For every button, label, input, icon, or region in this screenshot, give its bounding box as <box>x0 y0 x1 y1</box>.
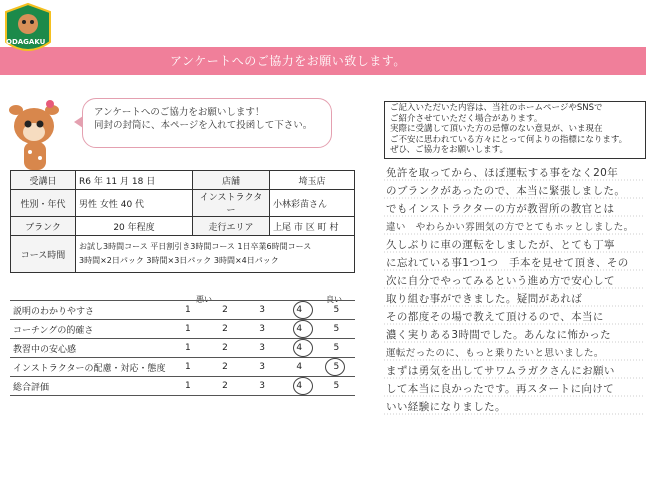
rating-option[interactable]: 1 <box>169 301 206 320</box>
deer-mascot-icon <box>2 96 72 174</box>
course-row-2: 3時間×2日パック 3時間×3日パック 3時間×4日パック <box>79 256 279 265</box>
rating-option[interactable]: 2 <box>206 301 243 320</box>
blank-value[interactable]: 20 年程度 <box>76 217 193 236</box>
notice-line-1: ご記入いただいた内容は、当社のホームページやSNSで <box>390 103 603 113</box>
date-label: 受講日 <box>11 171 76 190</box>
intro-text <box>94 106 312 132</box>
comment-line: まずは勇気を出してサワムラガクさんにお願い <box>386 365 615 377</box>
comment-line: 違い やわらかい雰囲気の方でとてもホッとしました。 <box>386 222 634 233</box>
comment-line: 濃く実りある3時間でした。あんなに怖かった <box>386 329 612 341</box>
selected-rating-circle <box>293 377 313 395</box>
school-value[interactable]: 埼玉店 <box>270 171 355 190</box>
instructor-label: インストラクター <box>193 190 270 217</box>
rating-option[interactable]: 5 <box>318 320 355 339</box>
intro-line-2: 同封の封筒に、本ページを入れて投函して下さい。 <box>94 120 313 131</box>
selected-rating-circle <box>293 301 313 319</box>
rating-label: 総合評価 <box>10 377 169 396</box>
notice-line-5: ぜひ、ご協力をお願いします。 <box>390 145 508 155</box>
rating-label: インストラクターの配慮・対応・態度 <box>10 358 169 377</box>
rating-option[interactable]: 2 <box>206 320 243 339</box>
notice-line-2: ご紹介させていただく場合があります。 <box>390 113 543 124</box>
rating-option[interactable]: 3 <box>244 339 281 358</box>
instructor-value[interactable]: 小林彩苗さん <box>270 190 355 217</box>
comment-line: 運転だったのに、もっと乗りたいと思いました。 <box>386 348 604 359</box>
gender-value[interactable]: 男性 女性 40 代 <box>76 190 193 217</box>
scale-low-label: 悪い <box>196 295 212 304</box>
comment-line: でもインストラクターの方が教習所の教官とは <box>386 203 615 215</box>
scale-high-label: 良い <box>326 295 342 304</box>
rating-option[interactable]: 3 <box>244 358 281 377</box>
rating-option[interactable]: 1 <box>169 377 206 396</box>
comment-line: 取り組む事ができました。疑問があれば <box>386 293 583 305</box>
comment-line: 免許を取ってから、ほぼ運転する事をなく20年 <box>386 167 619 179</box>
comment-line: 久しぶりに車の運転をしましたが、とても丁寧 <box>386 239 615 251</box>
school-logo <box>2 2 54 60</box>
rating-option[interactable]: 1 <box>169 358 206 377</box>
rating-option[interactable]: 2 <box>206 377 243 396</box>
rating-option[interactable]: 4 <box>281 320 318 339</box>
selected-rating-circle <box>325 358 345 376</box>
rating-option[interactable]: 3 <box>244 320 281 339</box>
course-row-1: お試し3時間コース 平日割引き3時間コース 1日卒業6時間コース <box>79 242 312 251</box>
rating-option[interactable]: 1 <box>169 339 206 358</box>
school-label: 店舗 <box>193 171 270 190</box>
rating-option[interactable]: 5 <box>318 339 355 358</box>
rating-row <box>10 358 355 377</box>
area-value[interactable]: 上尾 市 区 町 村 <box>270 217 355 236</box>
comment-line: に忘れている事1つ1つ 手本を見せて頂き、その <box>386 257 629 269</box>
comment-line: して本当に良かったです。再スタートに向けて <box>386 383 615 395</box>
comment-line: いい経験になりました。 <box>386 401 506 413</box>
rating-label: 教習中の安心感 <box>10 339 169 358</box>
selected-rating-circle <box>293 320 313 338</box>
rating-option[interactable]: 4 <box>281 301 318 320</box>
rating-option[interactable]: 2 <box>206 339 243 358</box>
rating-option[interactable]: 5 <box>318 301 355 320</box>
notice-line-4: ご不安に思われている方々にとって何よりの指標になります。 <box>390 134 628 145</box>
rating-option[interactable]: 2 <box>206 358 243 377</box>
comment-line: その都度その場で教えて頂けるので、本当に <box>386 311 604 323</box>
rating-option[interactable]: 1 <box>169 320 206 339</box>
rating-label: コーチングの的確さ <box>10 320 169 339</box>
rating-option[interactable]: 3 <box>244 377 281 396</box>
banner-text: アンケートへのご協力をお願い致します。 <box>170 54 406 68</box>
notice-text <box>390 103 627 156</box>
gender-label: 性別・年代 <box>11 190 76 217</box>
rating-option[interactable]: 5 <box>318 358 355 377</box>
selected-rating-circle <box>293 339 313 357</box>
rating-option[interactable]: 4 <box>281 377 318 396</box>
rating-option[interactable]: 4 <box>281 358 318 377</box>
blank-label: ブランク <box>11 217 76 236</box>
rating-label: 説明のわかりやすさ <box>10 301 169 320</box>
course-label: コース時間 <box>11 236 76 273</box>
date-value[interactable]: R6 年 11 月 18 日 <box>76 171 193 190</box>
rating-option[interactable]: 3 <box>244 301 281 320</box>
rating-option[interactable]: 4 <box>281 339 318 358</box>
intro-line-1: アンケートへのご協力をお願いします！ <box>94 107 265 118</box>
course-options[interactable] <box>76 236 355 273</box>
comment-line: のブランクがあったので、本当に緊張しました。 <box>386 185 626 197</box>
rating-option[interactable]: 5 <box>318 377 355 396</box>
area-label: 走行エリア <box>193 217 270 236</box>
info-form <box>10 170 355 273</box>
comment-line: 次に自分でやってみるという進め方で安心して <box>386 275 615 287</box>
logo-text: ODAGAKU <box>6 38 46 46</box>
notice-line-3: 実際に受講して頂いた方の忌憚のない意見が、いま現在 <box>390 124 603 134</box>
